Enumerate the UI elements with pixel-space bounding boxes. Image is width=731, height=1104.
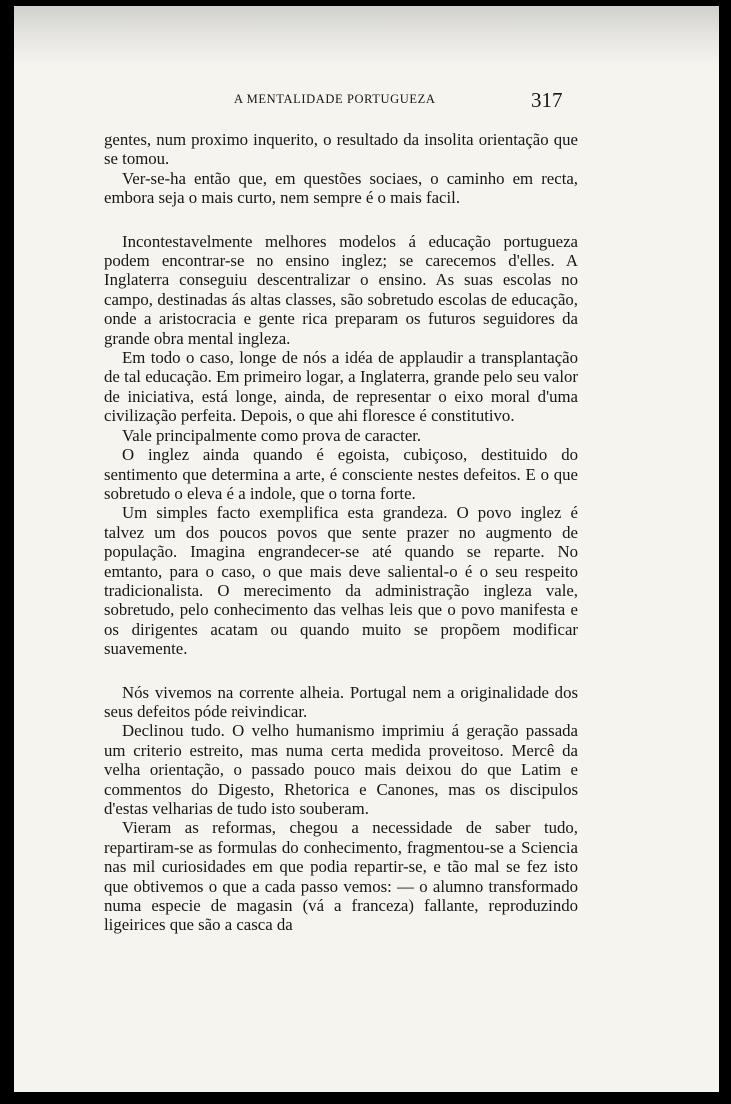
paragraph: Incontestavelmente melhores modelos á educação portugueza podem encontrar-se no ensino inglez; se carecemos d'elles. A Inglaterra conseguiu descentralizar o ensino. As suas escolas no campo, destinadas ás altas classes, são sobretudo escolas de educação, onde a aristocracia e gente rica preparam os futuros seguidores da grande obra mental ingleza. xyxy=(104,231,578,348)
section-gap xyxy=(104,208,578,232)
paragraph: Vale principalmente como prova de caracter. xyxy=(122,425,422,445)
page-number: 317 xyxy=(531,88,563,112)
paragraph-continuation: gentes, num proximo inquerito, o resultado da insolita orientação que se tomou. xyxy=(104,130,578,169)
running-title: A MENTALIDADE PORTUGUEZA xyxy=(234,92,436,106)
paragraph: Nós vivemos na corrente alheia. Portugal nem a originalidade dos seus defeitos póde reivindicar. xyxy=(104,682,578,721)
paragraph: Vieram as reformas, chegou a necessidade de saber tudo, repartiram-se as formulas do conhecimento, fragmentou-se a Sciencia nas mil curiosidades em que podia repartir-se, e tão mal se fez isto que obtivemos o que a cada passo vemos: — o alumno transformado numa especie de magasin (vá a franceza) fallante, reproduzindo ligeirices que são a casca da xyxy=(104,818,578,935)
paragraph: Em todo o caso, longe de nós a idéa de applaudir a transplantação de tal educação. Em primeiro logar, a Inglaterra, grande pelo seu valor de iniciativa, está longe, ainda, de representar o eixo moral d'uma civilização perfeita. Depois, o que ahi floresce é constitutivo. xyxy=(104,348,578,426)
section-gap xyxy=(104,659,578,683)
paragraph: Ver-se-ha então que, em questões sociaes, o caminho em recta, embora seja o mais curto, nem sempre é o mais facil. xyxy=(104,168,578,208)
book-page xyxy=(14,6,719,1092)
paragraph: Declinou tudo. O velho humanismo imprimiu á geração passada um criterio estreito, mas numa certa medida proveitoso. Mercê da velha orientação, o passado pouco mais deixou do que Latim e commentos do Digesto, Rhetorica e Canones, mas os discipulos d'estas velharias de tudo isto souberam. xyxy=(104,721,578,818)
body-text xyxy=(104,130,578,935)
page-header xyxy=(14,88,719,110)
paragraph: Um simples facto exemplifica esta grandeza. O povo inglez é talvez um dos poucos povos que sente prazer no augmento de população. Imagina engrandecer-se até quando se reparte. No emtanto, para o caso, o que mais deve saliental-o é o seu respeito tradicionalista. O merecimento da administração ingleza vale, sobretudo, pelo conhecimento das velhas leis que o povo manifesta e os dirigentes acatam ou quando muito se propõem modificar suavemente. xyxy=(104,503,578,659)
scan-shadow xyxy=(14,6,719,66)
paragraph: O inglez ainda quando é egoista, cubiçoso, destituido do sentimento que determina a arte, é consciente nestes defeitos. E o que sobretudo o eleva é a indole, que o torna forte. xyxy=(104,445,578,503)
